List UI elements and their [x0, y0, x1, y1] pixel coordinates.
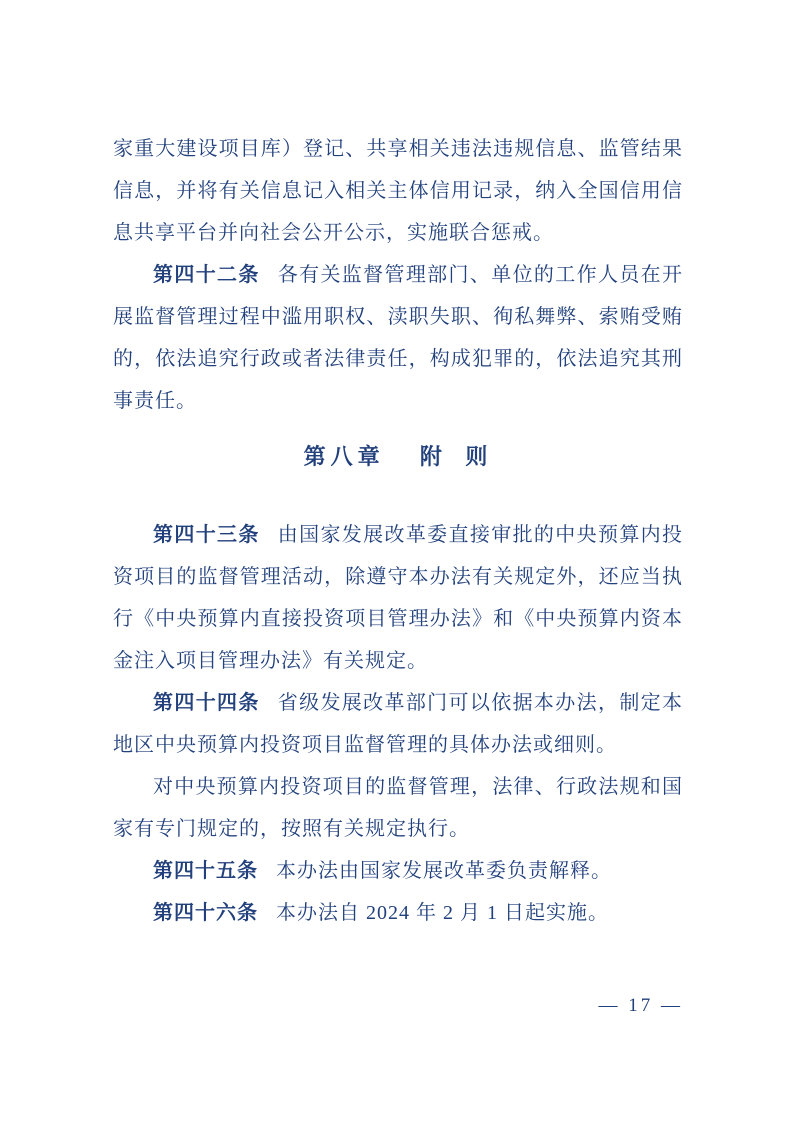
paragraph-article-45 — [113, 850, 683, 892]
paragraph-continuation — [113, 128, 683, 254]
chapter-heading — [113, 436, 683, 478]
paragraph-article-43 — [113, 514, 683, 682]
chapter-number: 第八章 — [303, 444, 385, 469]
paragraph-text: 省级发展改革部门可以依据本办法，制定本地区中央预算内投资项目监督管理的具体办法或细则。 — [113, 692, 684, 756]
article-term: 第四十三条 — [153, 524, 260, 546]
paragraph-text: 本办法由国家发展改革委负责解释。 — [276, 860, 612, 882]
article-term: 第四十六条 — [153, 902, 258, 924]
article-term: 第四十四条 — [153, 692, 260, 714]
article-term: 第四十二条 — [153, 264, 260, 286]
article-term: 第四十五条 — [153, 860, 258, 882]
paragraph-text: 由国家发展改革委直接审批的中央预算内投资项目的监督管理活动，除遵守本办法有关规定外，还应当执行《中央预算内直接投资项目管理办法》和《中央预算内资本金注入项目管理办法》有关规定。 — [113, 524, 684, 672]
paragraph-article-44 — [113, 682, 683, 766]
paragraph-text: 各有关监督管理部门、单位的工作人员在开展监督管理过程中滥用职权、渎职失职、徇私舞弊、索贿受贿的，依法追究行政或者法律责任，构成犯罪的，依法追究其刑事责任。 — [113, 264, 684, 412]
page-footer — [599, 995, 684, 1017]
paragraph-text: 本办法自 2024 年 2 月 1 日起实施。 — [276, 902, 609, 924]
paragraph-article-42 — [113, 254, 683, 422]
document-body — [113, 128, 683, 934]
chapter-title: 附 则 — [419, 444, 493, 469]
page-number: — 17 — — [598, 995, 683, 1016]
paragraph-text: 对中央预算内投资项目的监督管理，法律、行政法规和国家有专门规定的，按照有关规定执行。 — [113, 776, 683, 840]
paragraph-article-46 — [113, 892, 683, 934]
paragraph-text: 家重大建设项目库）登记、共享相关违法违规信息、监管结果信息，并将有关信息记入相关主体信用记录，纳入全国信用信息共享平台并向社会公开公示，实施联合惩戒。 — [113, 138, 683, 244]
paragraph-article-44-sub — [113, 766, 683, 850]
